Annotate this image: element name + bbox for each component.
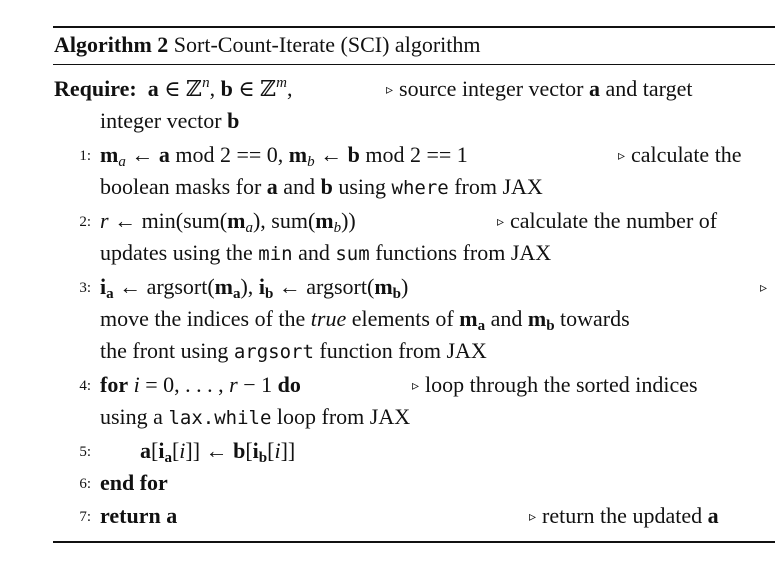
comment-triangle-icon: ▹ <box>618 149 626 164</box>
comment-triangle-icon: ▹ <box>760 281 768 296</box>
step-1-code: $m_a$ ← a mod 2 == 0, $m_b$ ← b mod 2 == 1 <box>100 142 468 170</box>
step-number: 1: <box>79 148 91 164</box>
step-7-code: return a <box>100 503 178 528</box>
require-math: a ∈ ℤ$^n$, b ∈ ℤ$^m$, <box>147 75 293 101</box>
top-rule <box>53 26 775 28</box>
step-7-comment: ▹ return the updated a <box>529 501 719 535</box>
do-keyword: do <box>277 372 301 397</box>
return-keyword: return <box>100 503 161 528</box>
require-comment <box>386 74 692 108</box>
step-3-comment <box>760 272 773 306</box>
comment-triangle-icon: ▹ <box>529 510 537 525</box>
step-2-comment-continued: updates using the min and sum functions from JAX <box>100 240 552 265</box>
code-keyword: min <box>258 243 293 265</box>
step-number: 7: <box>79 509 91 525</box>
step-5-code: $a[i_a[i]]$ ← $b[i_b[i]]$ <box>140 438 296 466</box>
code-keyword: where <box>391 177 449 199</box>
step-number: 3: <box>79 280 91 296</box>
step-3-comment-line-2: the front using argsort function from JAX <box>100 338 487 363</box>
comment-triangle-icon: ▹ <box>497 215 505 230</box>
caption-rule <box>53 64 775 65</box>
step-1-comment-continued: boolean masks for a and b using where from JAX <box>100 174 543 199</box>
step-number: 6: <box>79 476 91 492</box>
bottom-rule <box>53 541 775 543</box>
for-keyword: for <box>100 372 129 397</box>
step-4-code: for i = 0, . . . , r − 1 do <box>100 372 301 397</box>
algorithm-caption <box>54 30 480 60</box>
code-keyword: argsort <box>233 341 314 363</box>
require-keyword: Require: <box>54 76 137 101</box>
step-4-comment: ▹ loop through the sorted indices <box>412 370 698 404</box>
step-number: 4: <box>79 378 91 394</box>
require-comment-text: source integer vector a and target <box>399 76 693 101</box>
step-4-comment-continued: using a lax.while loop from JAX <box>100 404 411 429</box>
step-3-comment-line-1: move the indices of the true elements of $m_a$ and $m_b$ towards <box>100 306 630 334</box>
step-2-code: r ← $\min(sum(m_a)$, $sum(m_b)$) <box>100 208 356 236</box>
code-keyword: lax.while <box>168 407 272 429</box>
end-for-keyword: end for <box>100 470 168 495</box>
step-3-code: $i_a$ ← $argsort(m_a)$, $i_b$ ← $argsort(m_b)$ <box>100 274 409 302</box>
require-comment-continued: integer vector b <box>100 108 240 133</box>
step-2-comment: ▹ calculate the number of <box>497 206 717 240</box>
comment-triangle-icon: ▹ <box>412 379 420 394</box>
code-keyword: sum <box>335 243 370 265</box>
algorithm-label: Algorithm 2 <box>54 32 169 57</box>
step-number: 5: <box>79 444 91 460</box>
step-1-comment: ▹ calculate the <box>618 140 742 174</box>
comment-triangle-icon: ▹ <box>386 83 394 98</box>
step-number: 2: <box>79 214 91 230</box>
require-line <box>54 74 293 104</box>
algorithm-title: Sort-Count-Iterate (SCI) algorithm <box>173 32 481 57</box>
